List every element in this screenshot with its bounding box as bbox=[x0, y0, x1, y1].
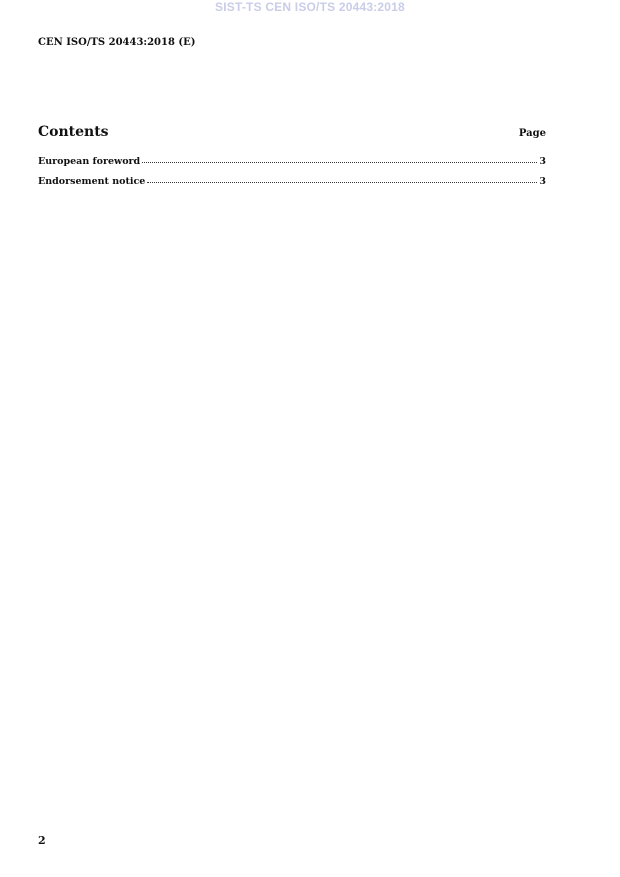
document-id: CEN ISO/TS 20443:2018 (E) bbox=[38, 37, 196, 48]
contents-title: Contents bbox=[38, 124, 109, 140]
toc-entry-endorsement-notice[interactable] bbox=[38, 176, 546, 196]
table-of-contents bbox=[38, 156, 546, 196]
toc-leader-dots bbox=[147, 181, 537, 183]
page-column-label: Page bbox=[518, 128, 546, 139]
toc-entry-page: 3 bbox=[539, 176, 546, 187]
toc-entry-european-foreword[interactable] bbox=[38, 156, 546, 176]
page-number: 2 bbox=[38, 834, 46, 847]
toc-entry-page: 3 bbox=[539, 156, 546, 167]
watermark: SIST-TS CEN ISO/TS 20443:2018 bbox=[215, 0, 405, 14]
contents-header bbox=[38, 124, 546, 140]
toc-leader-dots bbox=[142, 161, 537, 163]
toc-entry-label: European foreword bbox=[38, 156, 141, 167]
toc-entry-label: Endorsement notice bbox=[38, 176, 146, 187]
